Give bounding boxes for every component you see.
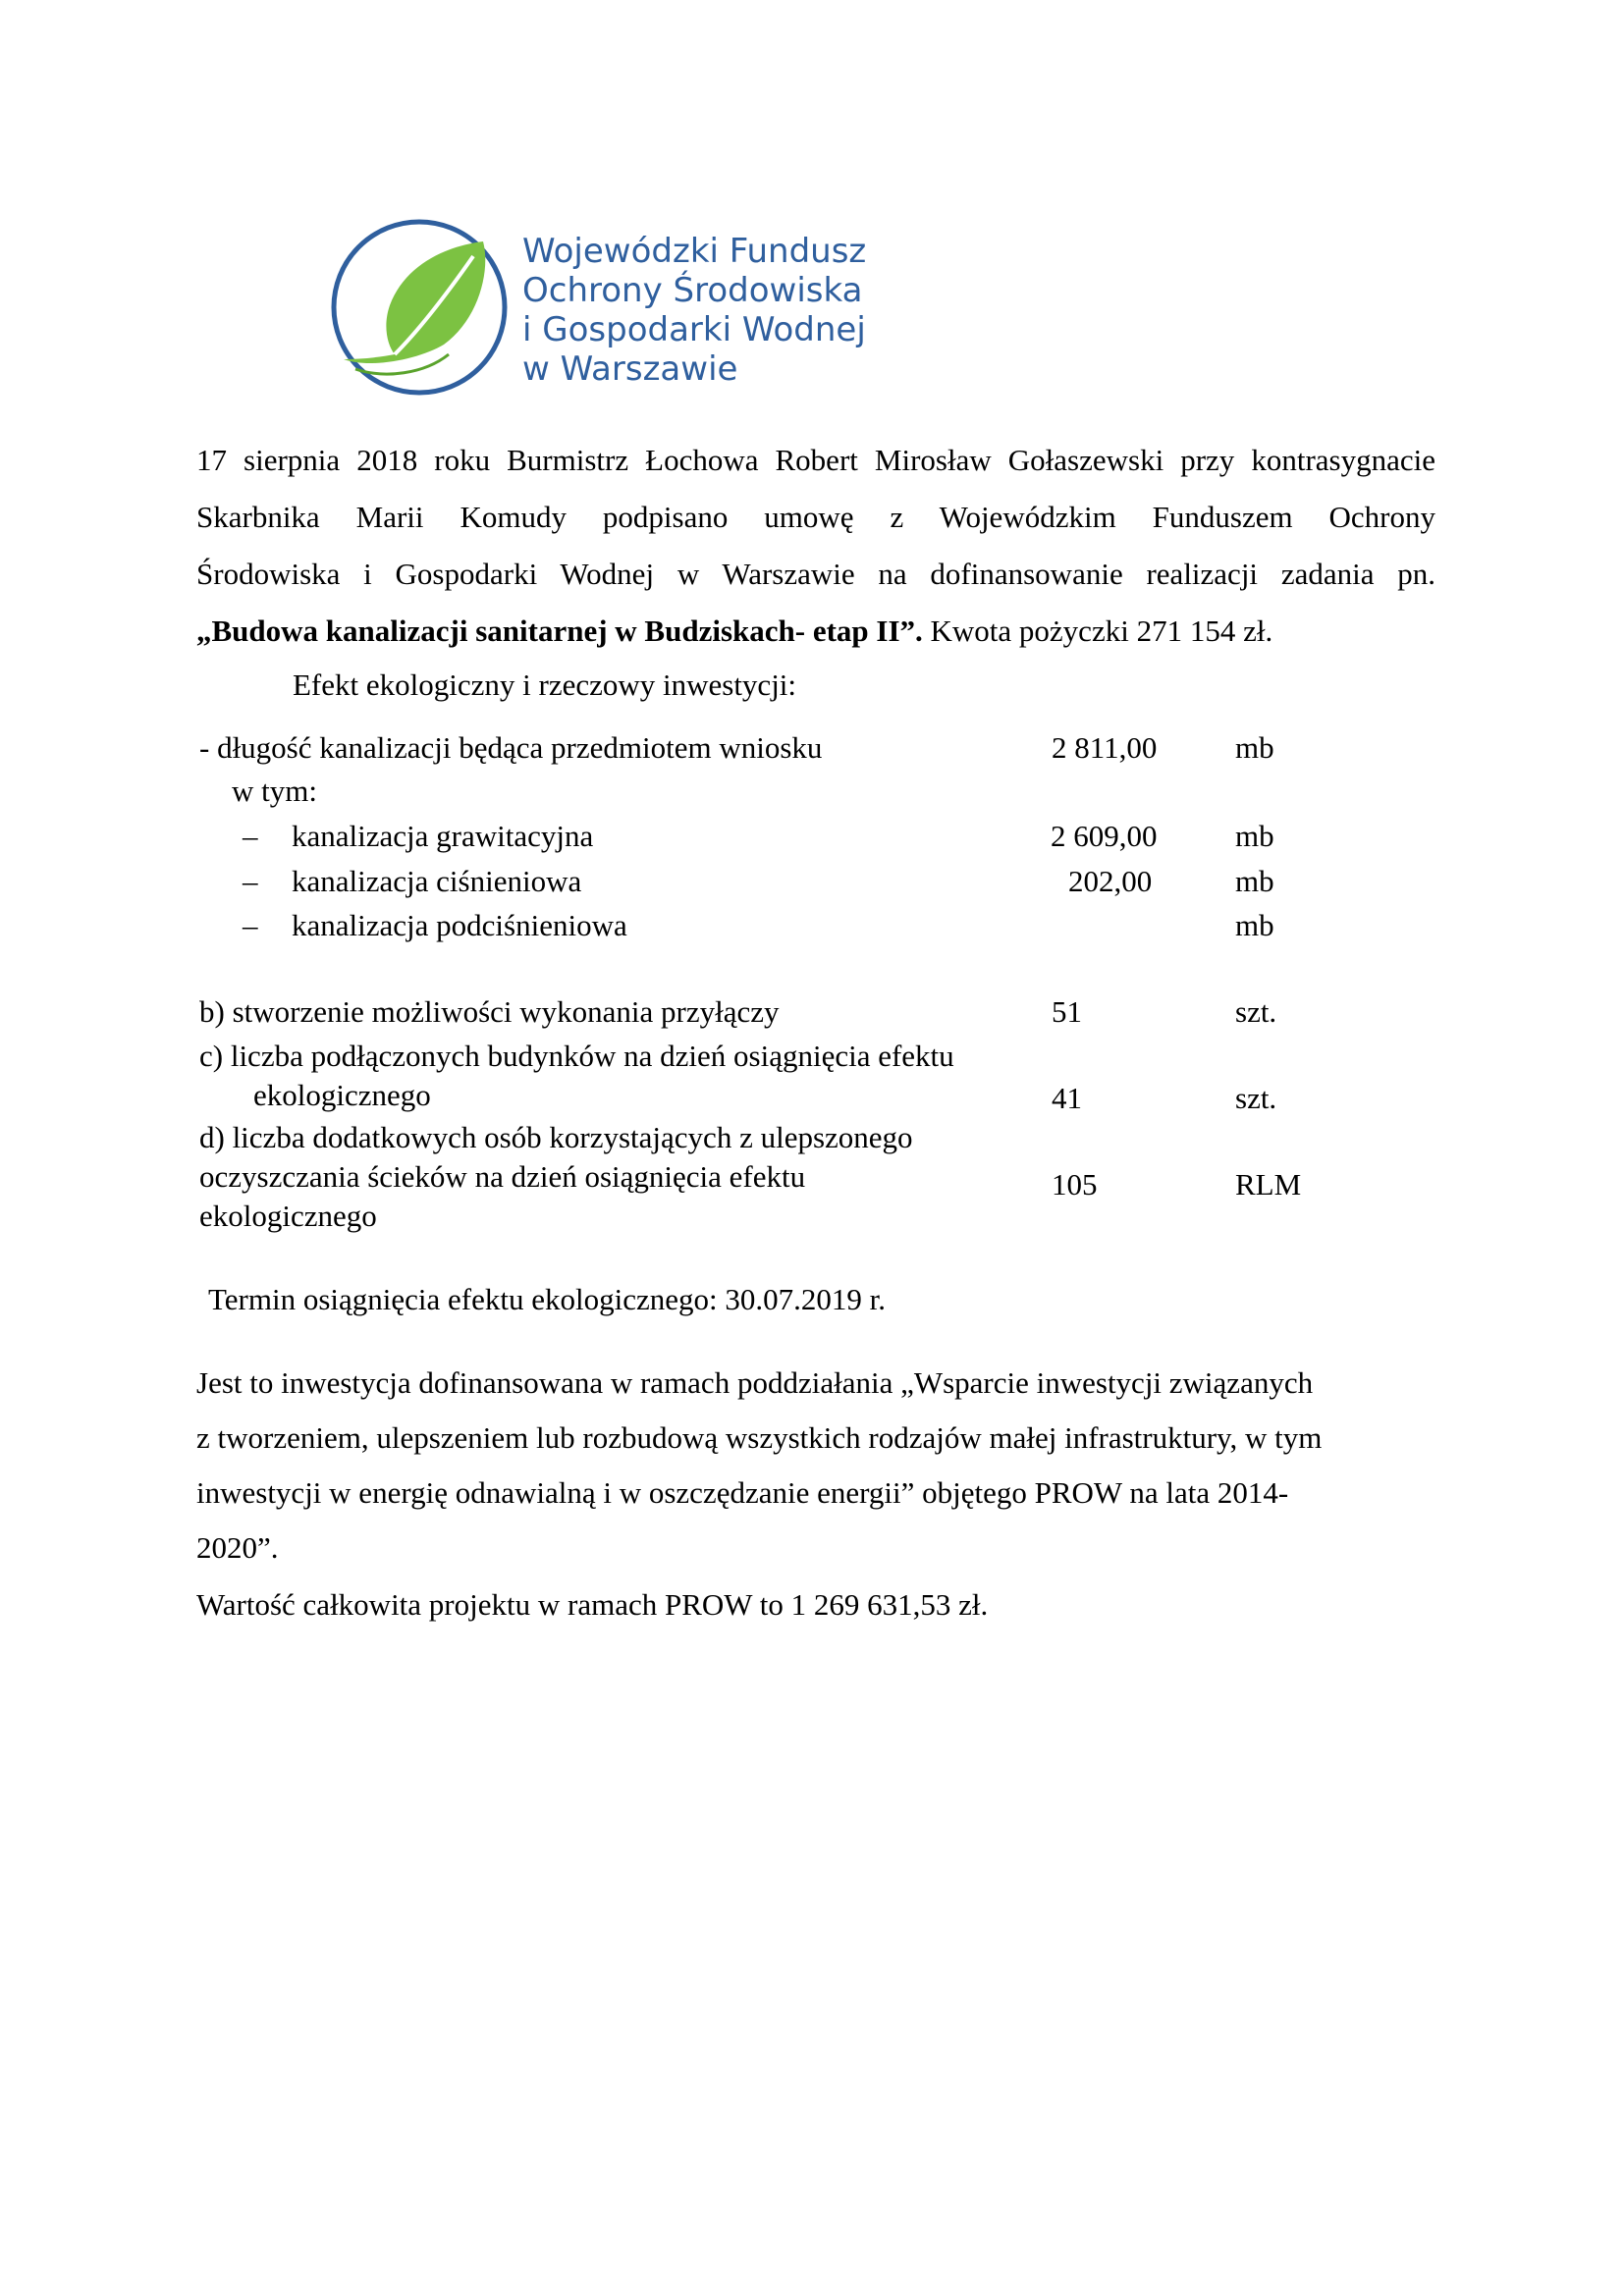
dash-bullet: –	[243, 819, 258, 853]
prow-line-3: inwestycji w energię odnawialną i w oszczędzanie energii” objętego PROW na lata 2014-	[196, 1475, 1289, 1510]
effect-unit: szt.	[1235, 994, 1277, 1029]
effect-label-line-2: ekologicznego	[253, 1078, 431, 1112]
logo-line-4: w Warszawie	[522, 349, 738, 389]
effect-label-line-1: d) liczba dodatkowych osób korzystających z ulepszonego	[199, 1120, 913, 1154]
effect-value: 105	[1052, 1167, 1098, 1201]
effect-label: kanalizacja ciśnieniowa	[292, 864, 582, 898]
intro-line-1: 17 sierpnia 2018 roku Burmistrz Łochowa Robert Mirosław Gołaszewski przy kontrasygnacie	[196, 443, 1435, 477]
w-tym-label: w tym:	[232, 774, 317, 808]
project-title: „Budowa kanalizacji sanitarnej w Budziskach- etap II”.	[196, 614, 923, 648]
intro-line-2: Skarbnika Marii Komudy podpisano umowę z Wojewódzkim Funduszem Ochrony	[196, 500, 1435, 534]
effect-value: 2 811,00	[1052, 730, 1158, 765]
effect-unit: RLM	[1235, 1167, 1302, 1201]
intro-line-3: Środowiska i Gospodarki Wodnej w Warszawie na dofinansowanie realizacji zadania pn.	[196, 557, 1435, 591]
logo-line-2: Ochrony Środowiska	[522, 271, 863, 310]
term-text: Termin osiągnięcia efektu ekologicznego: 30.07.2019 r.	[208, 1282, 886, 1316]
effect-unit: mb	[1235, 864, 1274, 898]
effect-label: b) stworzenie możliwości wykonania przyłączy	[199, 994, 780, 1029]
effect-unit: mb	[1235, 819, 1274, 853]
dash-bullet: –	[243, 864, 258, 898]
effect-label-line-3: ekologicznego	[199, 1199, 377, 1233]
effect-unit: mb	[1235, 730, 1274, 765]
effect-label: - długość kanalizacji będąca przedmiotem wniosku	[199, 730, 823, 765]
effect-label-line-2: oczyszczania ścieków na dzień osiągnięcia efektu	[199, 1159, 806, 1194]
intro-line-4	[196, 603, 1435, 660]
effect-unit: szt.	[1235, 1081, 1277, 1115]
effects-title: Efekt ekologiczny i rzeczowy inwestycji:	[293, 667, 797, 702]
effect-value: 2 609,00	[1051, 819, 1158, 853]
dash-bullet: –	[243, 908, 258, 942]
total-value-text: Wartość całkowita projektu w ramach PROW to 1 269 631,53 zł.	[196, 1587, 989, 1622]
prow-line-4: 2020”.	[196, 1530, 279, 1565]
loan-amount-text: Kwota pożyczki 271 154 zł.	[922, 614, 1273, 648]
effect-value: 202,00	[1068, 864, 1153, 898]
prow-paragraph	[196, 1356, 1404, 1575]
prow-line-1: Jest to inwestycja dofinansowana w ramach poddziałania „Wsparcie inwestycji związanych	[196, 1365, 1314, 1400]
logo-text	[522, 232, 866, 389]
effect-label: kanalizacja podciśnieniowa	[292, 908, 627, 942]
intro-paragraph	[196, 432, 1435, 660]
effect-label: kanalizacja grawitacyjna	[292, 819, 594, 853]
leaf-circle-icon	[326, 212, 513, 403]
prow-line-2: z tworzeniem, ulepszeniem lub rozbudową wszystkich rodzajów małej infrastruktury, w tym	[196, 1420, 1323, 1455]
effect-unit: mb	[1235, 908, 1274, 942]
logo-line-1: Wojewódzki Fundusz	[522, 232, 867, 271]
wfosigw-logo	[326, 212, 867, 403]
effect-value: 41	[1052, 1081, 1082, 1115]
logo-line-3: i Gospodarki Wodnej	[522, 310, 866, 349]
effect-value: 51	[1052, 994, 1082, 1029]
effect-label-line-1: c) liczba podłączonych budynków na dzień osiągnięcia efektu	[199, 1039, 954, 1073]
